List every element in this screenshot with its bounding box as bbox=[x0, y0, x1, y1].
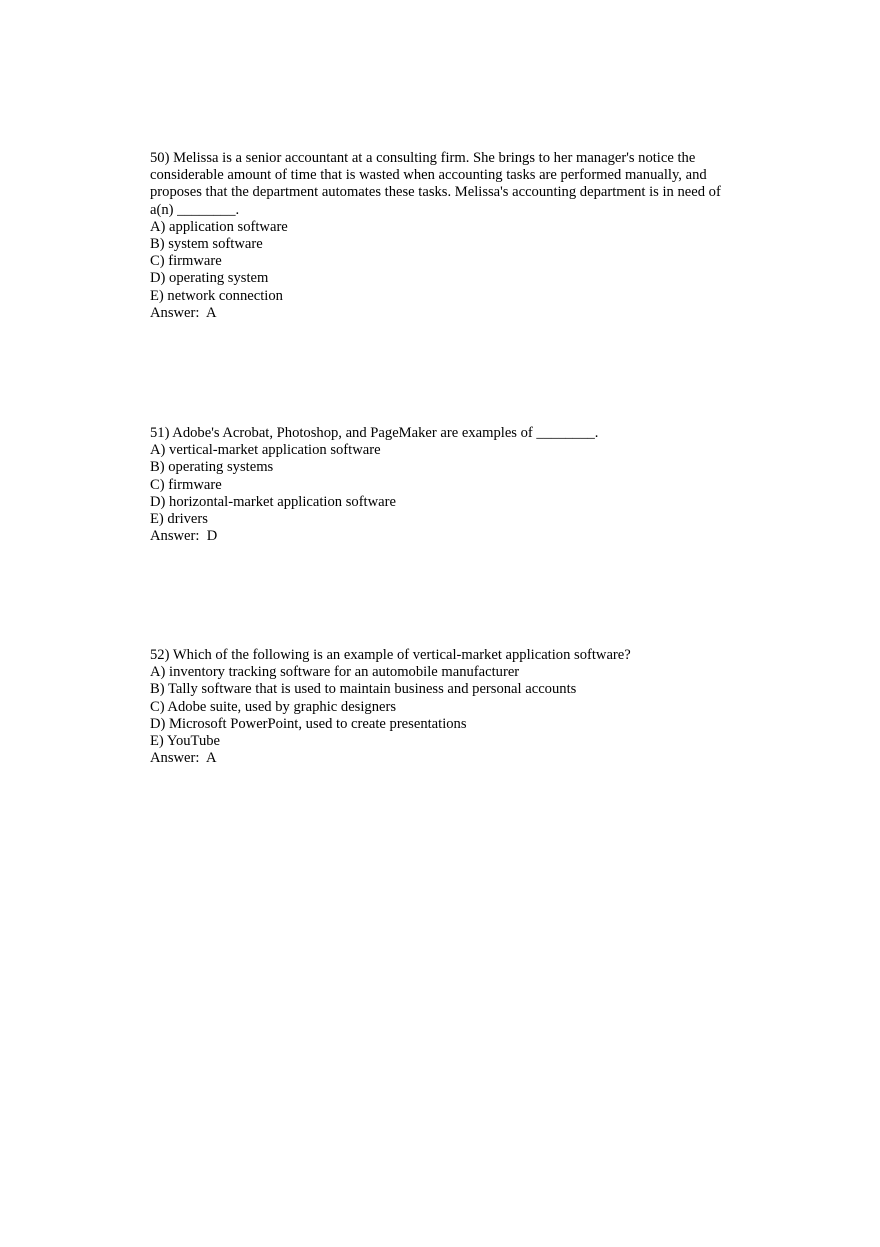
answer-option-d: D) Microsoft PowerPoint, used to create presentations bbox=[150, 715, 467, 732]
answer-option-e: E) YouTube bbox=[150, 733, 221, 750]
answer-value: A bbox=[205, 304, 217, 321]
answer-option-b: B) system software bbox=[150, 236, 263, 253]
answer-option-b: B) operating systems bbox=[150, 459, 274, 476]
answer-option-d: D) horizontal-market application software bbox=[150, 493, 396, 510]
answer-option-a: A) inventory tracking software for an automobile manufacturer bbox=[150, 664, 520, 681]
question-stem: 51) Adobe's Acrobat, Photoshop, and PageMaker are examples of ________. bbox=[150, 425, 599, 441]
answer-value: A bbox=[205, 750, 217, 767]
answer-option-e: E) network connection bbox=[150, 287, 283, 304]
question-stem: 50) Melissa is a senior accountant at a consulting firm. She brings to her manager's notice the considerable amount of time that is wasted when accounting tasks are performed manually, and proposes that the department automates these tasks. Melissa's accounting department is in need of a(n) ________. bbox=[150, 150, 721, 218]
answer-option-d: D) operating system bbox=[150, 270, 269, 287]
answer-option-e: E) drivers bbox=[150, 511, 208, 528]
question-stem: 52) Which of the following is an example of vertical-market application software? bbox=[150, 647, 631, 663]
answer-label: Answer: bbox=[150, 528, 207, 545]
answer-option-b: B) Tally software that is used to maintain business and personal accounts bbox=[150, 681, 577, 698]
answer-option-c: C) firmware bbox=[150, 476, 222, 493]
answer-label: Answer: bbox=[150, 304, 206, 321]
answer-line bbox=[150, 750, 725, 767]
answer-option-c: C) firmware bbox=[150, 253, 222, 270]
answer-label: Answer: bbox=[150, 750, 206, 767]
answer-option-a: A) application software bbox=[150, 218, 288, 235]
answer-value: D bbox=[206, 528, 218, 545]
answer-option-a: A) vertical-market application software bbox=[150, 442, 381, 459]
question-50 bbox=[150, 150, 725, 322]
question-51 bbox=[150, 425, 725, 545]
answer-line bbox=[150, 305, 725, 322]
answer-option-c: C) Adobe suite, used by graphic designers bbox=[150, 698, 397, 715]
answer-line bbox=[150, 528, 725, 545]
question-52 bbox=[150, 647, 725, 767]
